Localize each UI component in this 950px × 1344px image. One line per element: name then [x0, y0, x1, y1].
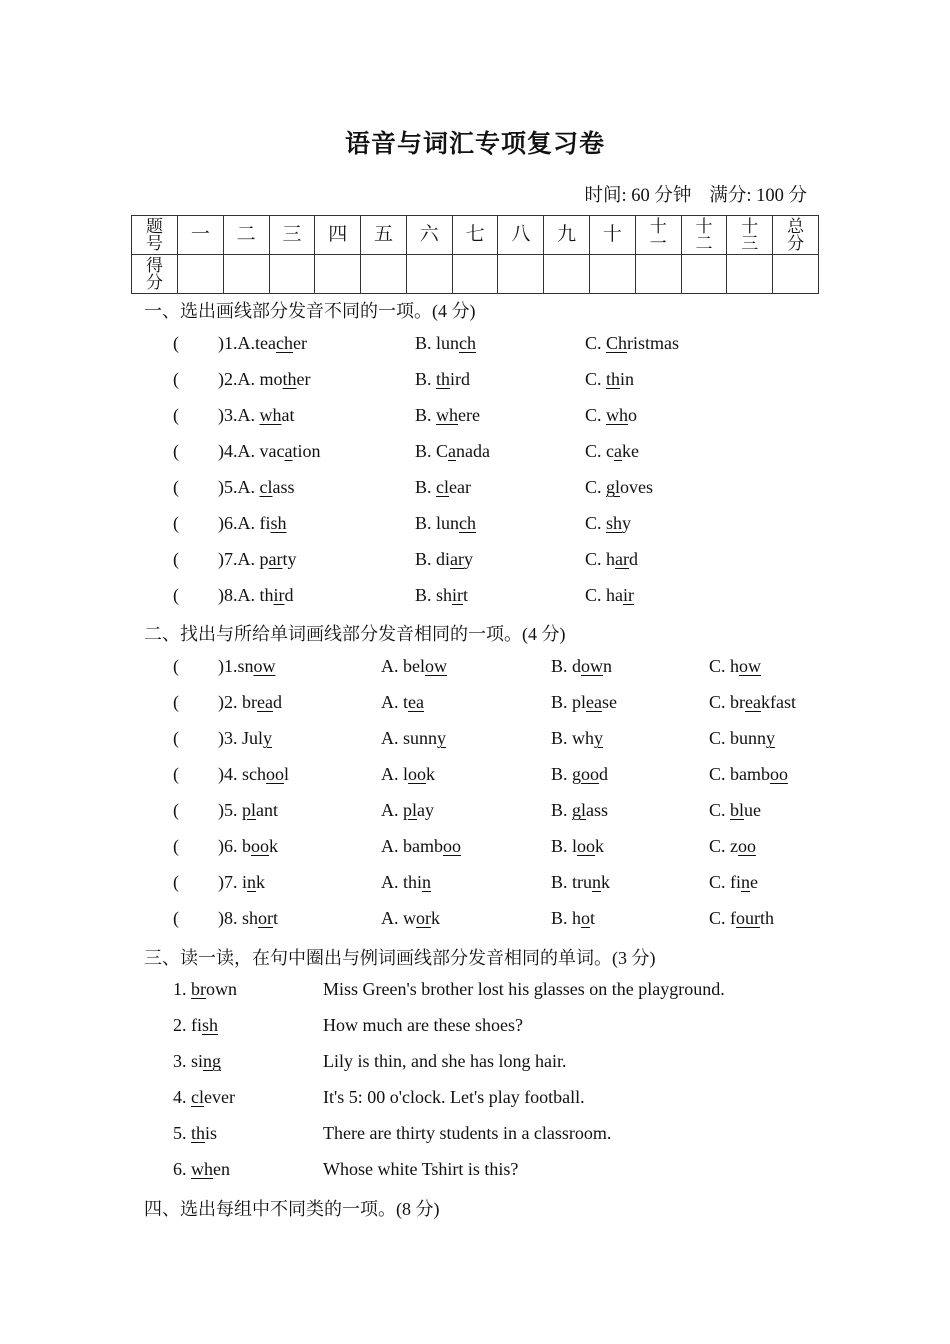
score-table-header-row: [132, 216, 819, 255]
underlined-letters: ow: [581, 656, 604, 676]
underlined-letters: oo: [738, 836, 756, 856]
underlined-letters: n: [592, 872, 602, 892]
question-number-cell: 八: [498, 216, 544, 255]
given-word: )3. July: [218, 728, 273, 748]
question-number-cell v: 十 一: [635, 216, 681, 255]
option-b: B. trunk: [551, 872, 611, 892]
option-b: B. diary: [415, 549, 473, 569]
option-c: C. hard: [585, 549, 638, 569]
option-a: )1.A.teacher: [218, 333, 307, 353]
paren: (: [173, 656, 179, 676]
example-word: 2. fish: [173, 1015, 219, 1035]
given-word: )2. bread: [218, 692, 282, 712]
option-a: )6.A. fish: [218, 513, 287, 533]
score-table-score-row: [132, 255, 819, 294]
option-c: C. blue: [709, 800, 762, 820]
underlined-letters: wh: [436, 405, 459, 425]
option-b: B. down: [551, 656, 613, 676]
given-word: )6. book: [218, 836, 278, 856]
question-number-label: 题 号: [132, 216, 178, 255]
option-c: C. who: [585, 405, 638, 425]
option-c: C. cake: [585, 441, 639, 461]
score-label: 得 分: [132, 255, 178, 294]
option-c: C. shy: [585, 513, 632, 533]
underlined-letters: oo: [577, 836, 596, 856]
example-word: 3. sing: [173, 1051, 222, 1071]
example-word: 5. this: [173, 1123, 218, 1143]
time-limit: 时间: 60 分钟: [584, 186, 692, 206]
paren: (: [173, 405, 179, 425]
score-cell: [727, 255, 773, 294]
question-number-cell: 九: [544, 216, 590, 255]
score-cell: [544, 255, 590, 294]
underlined-letters: th: [606, 369, 621, 389]
option-a: A. bamboo: [381, 836, 461, 856]
paren: (: [173, 441, 179, 461]
underlined-letters: pl: [242, 800, 257, 820]
underlined-letters: ea: [586, 692, 602, 712]
underlined-letters: oo: [581, 764, 600, 784]
given-word: )4. school: [218, 764, 290, 784]
time-info: [584, 181, 807, 207]
underlined-letters: a: [284, 441, 293, 461]
page-title: 语音与词汇专项复习卷: [344, 129, 605, 158]
paren: (: [173, 513, 179, 533]
option-a: A. work: [381, 908, 440, 928]
underlined-letters: ir: [452, 585, 464, 605]
underlined-letters: Ch: [606, 333, 628, 353]
option-c: C. bamboo: [709, 764, 788, 784]
underlined-letters: bl: [730, 800, 745, 820]
option-a: )2.A. mother: [218, 369, 311, 389]
underlined-letters: ch: [275, 333, 293, 353]
underlined-letters: ir: [623, 585, 634, 605]
paren: (: [173, 800, 179, 820]
score-cell: [681, 255, 727, 294]
option-c: C. zoo: [709, 836, 756, 856]
underlined-letters: ar: [268, 549, 283, 569]
sentence: Miss Green's brother lost his glasses on the playground.: [323, 979, 725, 999]
sentence: How much are these shoes?: [323, 1015, 523, 1035]
option-c: C. breakfast: [709, 692, 796, 712]
underlined-letters: oo: [251, 836, 269, 856]
paren: (: [173, 585, 179, 605]
question-number-cell: 十: [590, 216, 636, 255]
underlined-letters: n: [422, 872, 432, 892]
underlined-letters: wh: [259, 405, 282, 425]
option-c: C. bunny: [709, 728, 776, 748]
option-a: A. look: [381, 764, 435, 784]
question-number-cell: 一: [178, 216, 224, 255]
option-c: C. fine: [709, 872, 759, 892]
underlined-letters: n: [741, 872, 751, 892]
paren: (: [173, 908, 179, 928]
score-cell: [269, 255, 315, 294]
paren: (: [173, 549, 179, 569]
underlined-letters: or: [416, 908, 431, 928]
underlined-letters: th: [282, 369, 297, 389]
option-b: B. good: [551, 764, 609, 784]
option-b: B. where: [415, 405, 480, 425]
example-word: 6. when: [173, 1159, 230, 1179]
underlined-letters: br: [191, 979, 206, 999]
given-word: )8. short: [218, 908, 279, 928]
option-a: )4.A. vacation: [218, 441, 321, 461]
option-b: B. please: [551, 692, 617, 712]
underlined-letters: gl: [572, 800, 587, 820]
option-a: )3.A. what: [218, 405, 295, 425]
option-c: C. fourth: [709, 908, 775, 928]
question-number-cell: 五: [361, 216, 407, 255]
section4-heading: 四、选出每组中不同类的一项。(8 分): [144, 1199, 440, 1219]
option-a: A. tea: [381, 692, 424, 712]
underlined-letters: ch: [459, 513, 477, 533]
score-cell: [178, 255, 224, 294]
underlined-letters: gl: [606, 477, 621, 497]
option-b: B. shirt: [415, 585, 469, 605]
option-c: C. hair: [585, 585, 634, 605]
section2-heading: 二、找出与所给单词画线部分发音相同的一项。(4 分): [144, 624, 566, 644]
underlined-letters: ch: [459, 333, 477, 353]
option-a: A. sunny: [381, 728, 447, 748]
option-a: A. below: [381, 656, 447, 676]
paren: (: [173, 836, 179, 856]
underlined-letters: ar: [450, 549, 464, 569]
sentence: It's 5: 00 o'clock. Let's play football.: [323, 1087, 585, 1107]
underlined-letters: cl: [436, 477, 450, 497]
paren: (: [173, 872, 179, 892]
score-cell: [452, 255, 498, 294]
underlined-letters: y: [437, 728, 447, 748]
underlined-letters: wh: [606, 405, 629, 425]
question-number-cell v: 十 二: [681, 216, 727, 255]
question-number-cell v: 十 三: [727, 216, 773, 255]
underlined-letters: ow: [739, 656, 762, 676]
underlined-letters: a: [614, 441, 622, 461]
score-cell: [590, 255, 636, 294]
sentence: There are thirty students in a classroom.: [323, 1123, 612, 1143]
question-number-cell: 六: [406, 216, 452, 255]
score-cell: [406, 255, 452, 294]
question-number-cell: 七: [452, 216, 498, 255]
question-number-cell: 三: [269, 216, 315, 255]
score-cell: [773, 255, 819, 294]
underlined-letters: oo: [266, 764, 284, 784]
underlined-letters: th: [191, 1123, 206, 1143]
sentence: Lily is thin, and she has long hair.: [323, 1051, 567, 1071]
full-score: 满分: 100 分: [709, 186, 807, 206]
option-a: A. play: [381, 800, 435, 820]
score-cell: [635, 255, 681, 294]
underlined-letters: a: [448, 441, 457, 461]
underlined-letters: wh: [191, 1159, 213, 1179]
underlined-letters: n: [247, 872, 257, 892]
paren: (: [173, 728, 179, 748]
given-word: )7. ink: [218, 872, 266, 892]
score-cell: [498, 255, 544, 294]
option-b: B. lunch: [415, 513, 477, 533]
option-b: B. glass: [551, 800, 609, 820]
underlined-letters: th: [436, 369, 451, 389]
underlined-letters: or: [258, 908, 274, 928]
given-word: )1.snow: [218, 656, 276, 676]
option-a: A. thin: [381, 872, 432, 892]
underlined-letters: ea: [745, 692, 761, 712]
underlined-letters: y: [594, 728, 604, 748]
score-cell: [361, 255, 407, 294]
underlined-letters: y: [263, 728, 273, 748]
underlined-letters: o: [581, 908, 591, 928]
option-b: B. third: [415, 369, 471, 389]
underlined-letters: cl: [191, 1087, 204, 1107]
paren: (: [173, 692, 179, 712]
example-word: 4. clever: [173, 1087, 235, 1107]
given-word: )5. plant: [218, 800, 279, 820]
underlined-letters: oo: [443, 836, 461, 856]
underlined-letters: ea: [408, 692, 424, 712]
underlined-letters: sh: [270, 513, 287, 533]
option-b: B. lunch: [415, 333, 477, 353]
option-a: )5.A. class: [218, 477, 295, 497]
option-c: C. how: [709, 656, 762, 676]
example-word: 1. brown: [173, 979, 237, 999]
option-b: B. Canada: [415, 441, 490, 461]
option-a: )8.A. third: [218, 585, 294, 605]
underlined-letters: ea: [257, 692, 273, 712]
question-number-cell: 四: [315, 216, 361, 255]
paren: (: [173, 333, 179, 353]
section3-heading: 三、读一读，在句中圈出与例词画线部分发音相同的单词。(3 分): [144, 948, 656, 968]
score-table: [131, 215, 819, 294]
underlined-letters: sh: [202, 1015, 219, 1035]
underlined-letters: oo: [770, 764, 788, 784]
paren: (: [173, 477, 179, 497]
underlined-letters: ng: [203, 1051, 222, 1071]
option-b: B. look: [551, 836, 605, 856]
section1-heading: 一、选出画线部分发音不同的一项。(4 分): [144, 301, 476, 321]
option-c: C. Christmas: [585, 333, 680, 353]
underlined-letters: ow: [425, 656, 447, 676]
option-c: C. thin: [585, 369, 635, 389]
score-cell: [223, 255, 269, 294]
underlined-letters: y: [766, 728, 776, 748]
option-b: B. why: [551, 728, 604, 748]
option-a: )7.A. party: [218, 549, 297, 569]
paren: (: [173, 369, 179, 389]
underlined-letters: ar: [615, 549, 629, 569]
option-b: B. clear: [415, 477, 471, 497]
paren: (: [173, 764, 179, 784]
underlined-letters: cl: [259, 477, 273, 497]
underlined-letters: ow: [253, 656, 276, 676]
sentence: Whose white Tshirt is this?: [323, 1159, 519, 1179]
option-b: B. hot: [551, 908, 596, 928]
score-cell: [315, 255, 361, 294]
option-c: C. gloves: [585, 477, 654, 497]
underlined-letters: pl: [403, 800, 418, 820]
underlined-letters: our: [736, 908, 760, 928]
question-number-cell: 二: [223, 216, 269, 255]
underlined-letters: sh: [606, 513, 623, 533]
question-number-cell v: 总 分: [773, 216, 819, 255]
underlined-letters: ir: [273, 585, 285, 605]
underlined-letters: oo: [408, 764, 426, 784]
